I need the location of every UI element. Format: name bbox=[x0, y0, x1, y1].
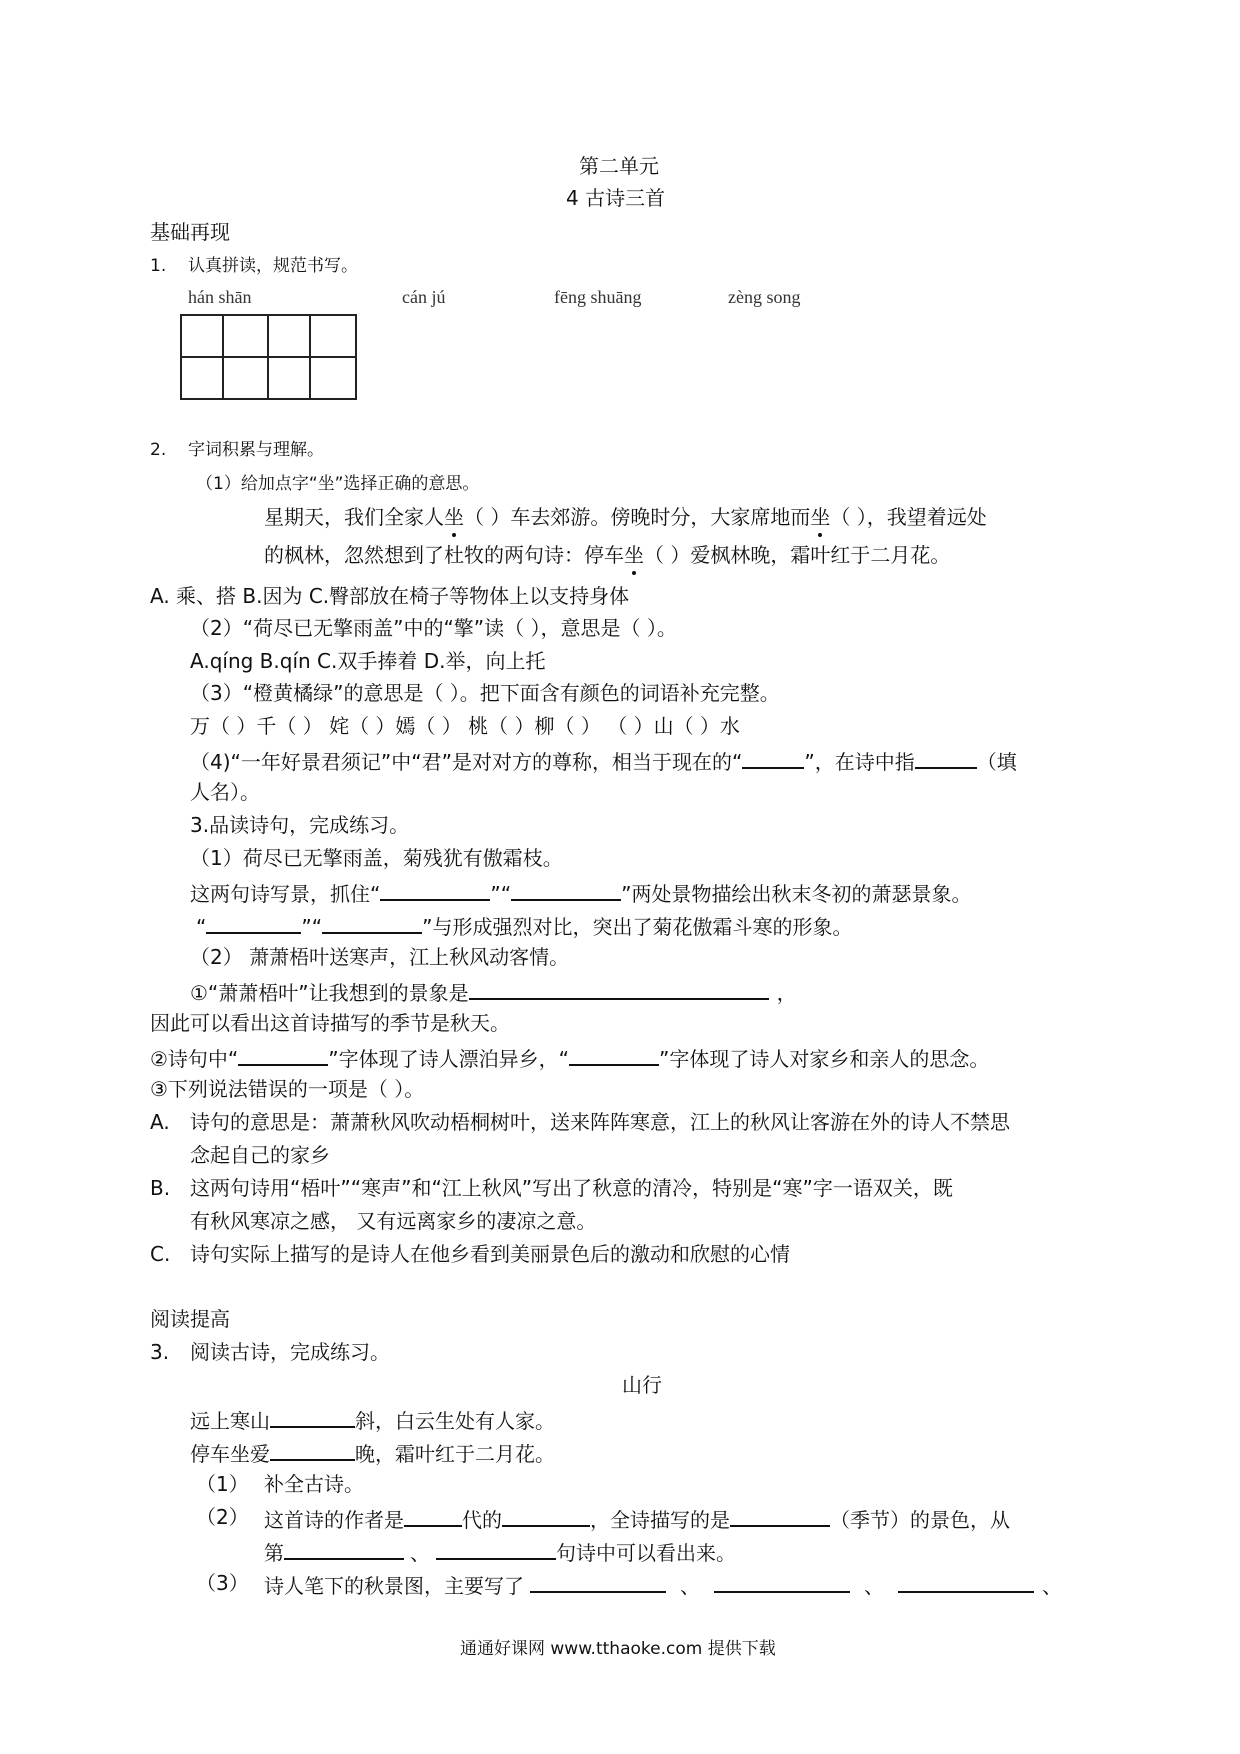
s2-q3-text: 阅读古诗，完成练习。 bbox=[190, 1340, 390, 1364]
option-a-label: A. bbox=[150, 1110, 170, 1134]
dot-char: 坐 bbox=[810, 505, 831, 529]
pinyin-2: cán jú bbox=[402, 287, 446, 307]
q2-sub4-line: （4)“一年好景君须记”中“君”是对对方的尊称，相当于现在的“ ”，在诗中指 （填 bbox=[190, 750, 1017, 774]
q3-title: 3.品读诗句，完成练习。 bbox=[190, 813, 410, 837]
s2-q3-number: 3. bbox=[150, 1340, 170, 1364]
s2-sub3-label: （3） bbox=[196, 1571, 249, 1595]
q1-number: 1. bbox=[150, 256, 167, 276]
option-a-line2: 念起自己的家乡 bbox=[190, 1143, 330, 1167]
q2-sub2-line: （2）“荷尽已无擎雨盖”中的“擎”读（ ），意思是（ ）。 bbox=[190, 616, 677, 640]
unit-title: 第二单元 bbox=[579, 154, 659, 178]
section-title-basic: 基础再现 bbox=[150, 220, 230, 244]
pinyin-4: zèng song bbox=[728, 287, 801, 307]
option-a-line1: 诗句的意思是：萧萧秋风吹动梧桐树叶，送来阵阵寒意，江上的秋风让客游在外的诗人不禁思 bbox=[190, 1110, 1010, 1134]
section-title-reading: 阅读提高 bbox=[150, 1307, 230, 1331]
q3-sub2-poem: （2） 萧萧梧叶送寒声，江上秋风动客情。 bbox=[190, 945, 570, 969]
option-c-label: C. bbox=[150, 1242, 171, 1266]
q2-sub2-options: A.qíng B.qín C.双手捧着 D.举，向上托 bbox=[190, 649, 546, 673]
q3-sub1-line1: 这两句诗写景，抓住“ ”“ ”两处景物描绘出秋末冬初的萧瑟景象。 bbox=[190, 882, 972, 906]
q2-number: 2. bbox=[150, 440, 167, 460]
q3-sub2-b: ②诗句中“ ”字体现了诗人漂泊异乡，“ ”字体现了诗人对家乡和亲人的思念。 bbox=[150, 1047, 990, 1071]
pinyin-3: fēng shuāng bbox=[554, 287, 642, 307]
s2-sub1-text: 补全古诗。 bbox=[264, 1472, 364, 1496]
writing-grid[interactable] bbox=[180, 314, 357, 400]
q2-sub1-options: A. 乘、搭 B.因为 C.臀部放在椅子等物体上以支持身体 bbox=[150, 584, 630, 608]
option-b-line2: 有秋风寒凉之感， 又有远离家乡的凄凉之意。 bbox=[190, 1209, 597, 1233]
q2-sub4-line2: 人名）。 bbox=[190, 780, 260, 804]
s2-sub2-label: （2） bbox=[196, 1505, 249, 1529]
q2-sub1-line2: 的枫林，忽然想到了杜牧的两句诗：停车坐（ ）爱枫林晚，霜叶红于二月花。 bbox=[264, 543, 951, 567]
q3-sub1-poem: （1）荷尽已无擎雨盖，菊残犹有傲霜枝。 bbox=[190, 846, 563, 870]
option-b-label: B. bbox=[150, 1176, 171, 1200]
s2-sub2-line2: 第 、 句诗中可以看出来。 bbox=[264, 1541, 736, 1565]
option-b-line1: 这两句诗用“梧叶”“寒声”和“江上秋风”写出了秋意的清冷，特别是“寒”字一语双关，既 bbox=[190, 1176, 953, 1200]
poem-title: 山行 bbox=[622, 1373, 662, 1397]
dot-char: 坐 bbox=[444, 505, 464, 529]
q2-sub1-line1: 星期天，我们全家人坐（ ）车去郊游。傍晚时分，大家席地而坐（ ），我望着远处 bbox=[264, 505, 987, 529]
option-c-line1: 诗句实际上描写的是诗人在他乡看到美丽景色后的激动和欣慰的心情 bbox=[190, 1242, 790, 1266]
q3-sub2-c: ③下列说法错误的一项是（ ）。 bbox=[150, 1077, 425, 1101]
poem-line2: 停车坐爱 晚，霜叶红于二月花。 bbox=[190, 1442, 555, 1466]
q3-sub1-line2: “ ”“ ”与形成强烈对比，突出了菊花傲霜斗寒的形象。 bbox=[196, 915, 853, 939]
footer-text: 通通好课网 www.tthaoke.com 提供下载 bbox=[460, 1639, 776, 1659]
q2-sub1-prompt: （1）给加点字“坐”选择正确的意思。 bbox=[196, 474, 480, 494]
q2-sub3-words: 万（ ）千（ ） 姹（ ）嫣（ ） 桃（ ）柳（ ） （ ）山（ ）水 bbox=[190, 714, 740, 738]
q2-sub3-line: （3）“橙黄橘绿”的意思是（ ）。把下面含有颜色的词语补充完整。 bbox=[190, 681, 780, 705]
s2-sub2-line1: 这首诗的作者是 代的 ，全诗描写的是 （季节）的景色，从 bbox=[264, 1508, 1010, 1532]
s2-sub1-label: （1） bbox=[196, 1472, 249, 1496]
poem-line1: 远上寒山 斜，白云生处有人家。 bbox=[190, 1409, 555, 1433]
dot-char: 坐 bbox=[624, 543, 644, 567]
q1-text: 认真拼读，规范书写。 bbox=[188, 256, 358, 276]
q2-text: 字词积累与理解。 bbox=[188, 440, 324, 460]
q3-sub2-a: ①“萧萧梧叶”让我想到的景象是 ， bbox=[190, 981, 797, 1005]
q3-sub2-a-line2: 因此可以看出这首诗描写的季节是秋天。 bbox=[150, 1011, 510, 1035]
s2-sub3-line: 诗人笔下的秋景图，主要写了 、 、 、 bbox=[264, 1574, 1062, 1598]
pinyin-1: hán shān bbox=[188, 287, 252, 307]
lesson-title: 4 古诗三首 bbox=[566, 186, 666, 210]
